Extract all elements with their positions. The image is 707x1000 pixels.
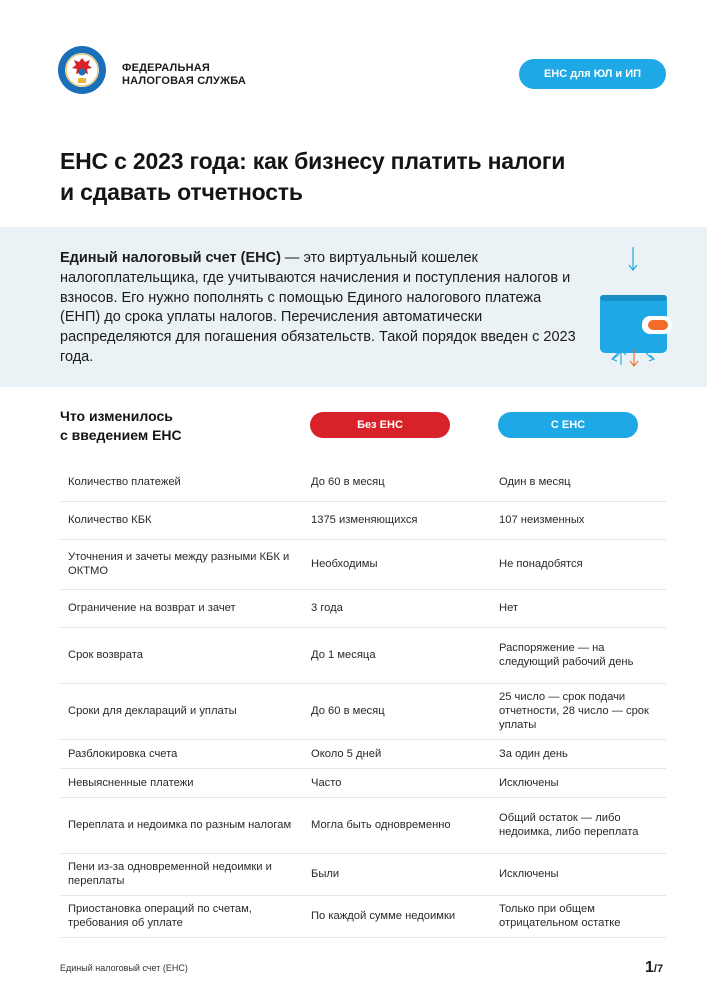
row-label: Разблокировка счета [60,739,303,768]
without-ens-value: Были [303,853,491,895]
wallet-icon [596,243,676,373]
with-ens-value: Только при общем отрицательном остатке [491,895,666,937]
org-name-line2: НАЛОГОВАЯ СЛУЖБА [122,75,247,87]
comparison-heading-line2: с введением ЕНС [60,427,182,443]
without-ens-value: 1375 изменяющихся [303,501,491,539]
without-ens-value: Часто [303,768,491,797]
without-ens-value: Могла быть одновременно [303,797,491,853]
row-label: Сроки для деклараций и уплаты [60,683,303,739]
table-row [60,464,666,501]
with-ens-value: Нет [491,589,666,627]
footer-document-name: Единый налоговый счет (ЕНС) [60,963,188,973]
intro-paragraph [60,249,580,368]
without-ens-value: Около 5 дней [303,739,491,768]
without-ens-value: Необходимы [303,539,491,589]
intro-section [0,227,707,387]
page-current: 1 [645,959,654,976]
with-ens-value: Общий остаток — либо недоимка, либо переплата [491,797,666,853]
without-ens-column-header: Без ЕНС [310,412,450,438]
intro-body: — это виртуальный кошелек налогоплательщика, где учитываются начисления и поступления налогов и взносов. Его нужно пополнять с помощью Единого налогового платежа (ЕНП) до срока уплаты налогов. Перечисления автоматически распределяются для погашения обязательств. Такой порядок введен с 2023 года. [60,250,576,365]
org-name-line1: ФЕДЕРАЛЬНАЯ [122,62,210,74]
row-label: Количество платежей [60,464,303,501]
comparison-table [60,464,666,938]
comparison-heading-line1: Что изменилось [60,408,173,424]
table-row [60,627,666,683]
table-row [60,739,666,768]
without-ens-value: До 60 в месяц [303,683,491,739]
ens-badge[interactable]: ЕНС для ЮЛ и ИП [519,59,666,89]
page-total: /7 [653,963,664,975]
with-ens-value: 107 неизменных [491,501,666,539]
comparison-heading [60,407,182,445]
with-ens-column-header: С ЕНС [498,412,638,438]
row-label: Срок возврата [60,627,303,683]
row-label: Пени из-за одновременной недоимки и переплаты [60,853,303,895]
table-row [60,683,666,739]
table-row [60,797,666,853]
table-row [60,895,666,937]
table-row [60,501,666,539]
without-ens-value: До 1 месяца [303,627,491,683]
table-row [60,768,666,797]
with-ens-value: Распоряжение — на следующий рабочий день [491,627,666,683]
with-ens-value: Один в месяц [491,464,666,501]
with-ens-value: Не понадобятся [491,539,666,589]
page-title [60,146,660,208]
row-label: Невыясненные платежи [60,768,303,797]
with-ens-value: За один день [491,739,666,768]
with-ens-value: 25 число — срок подачи отчетности, 28 число — срок уплаты [491,683,666,739]
row-label: Количество КБК [60,501,303,539]
without-ens-value: По каждой сумме недоимки [303,895,491,937]
with-ens-value: Исключены [491,768,666,797]
title-line2: и сдавать отчетность [60,179,303,205]
table-row [60,853,666,895]
table-row [60,539,666,589]
page-number [645,959,663,977]
without-ens-value: 3 года [303,589,491,627]
row-label: Приостановка операций по счетам, требования об уплате [60,895,303,937]
title-line1: ЕНС с 2023 года: как бизнесу платить налоги [60,148,566,174]
with-ens-value: Исключены [491,853,666,895]
org-name [122,62,246,88]
row-label: Переплата и недоимка по разным налогам [60,797,303,853]
fns-emblem-logo [57,45,107,95]
without-ens-value: До 60 в месяц [303,464,491,501]
intro-term: Единый налоговый счет (ЕНС) [60,250,281,266]
row-label: Уточнения и зачеты между разными КБК и ОКТМО [60,539,303,589]
table-row [60,589,666,627]
page-header [0,0,707,130]
row-label: Ограничение на возврат и зачет [60,589,303,627]
